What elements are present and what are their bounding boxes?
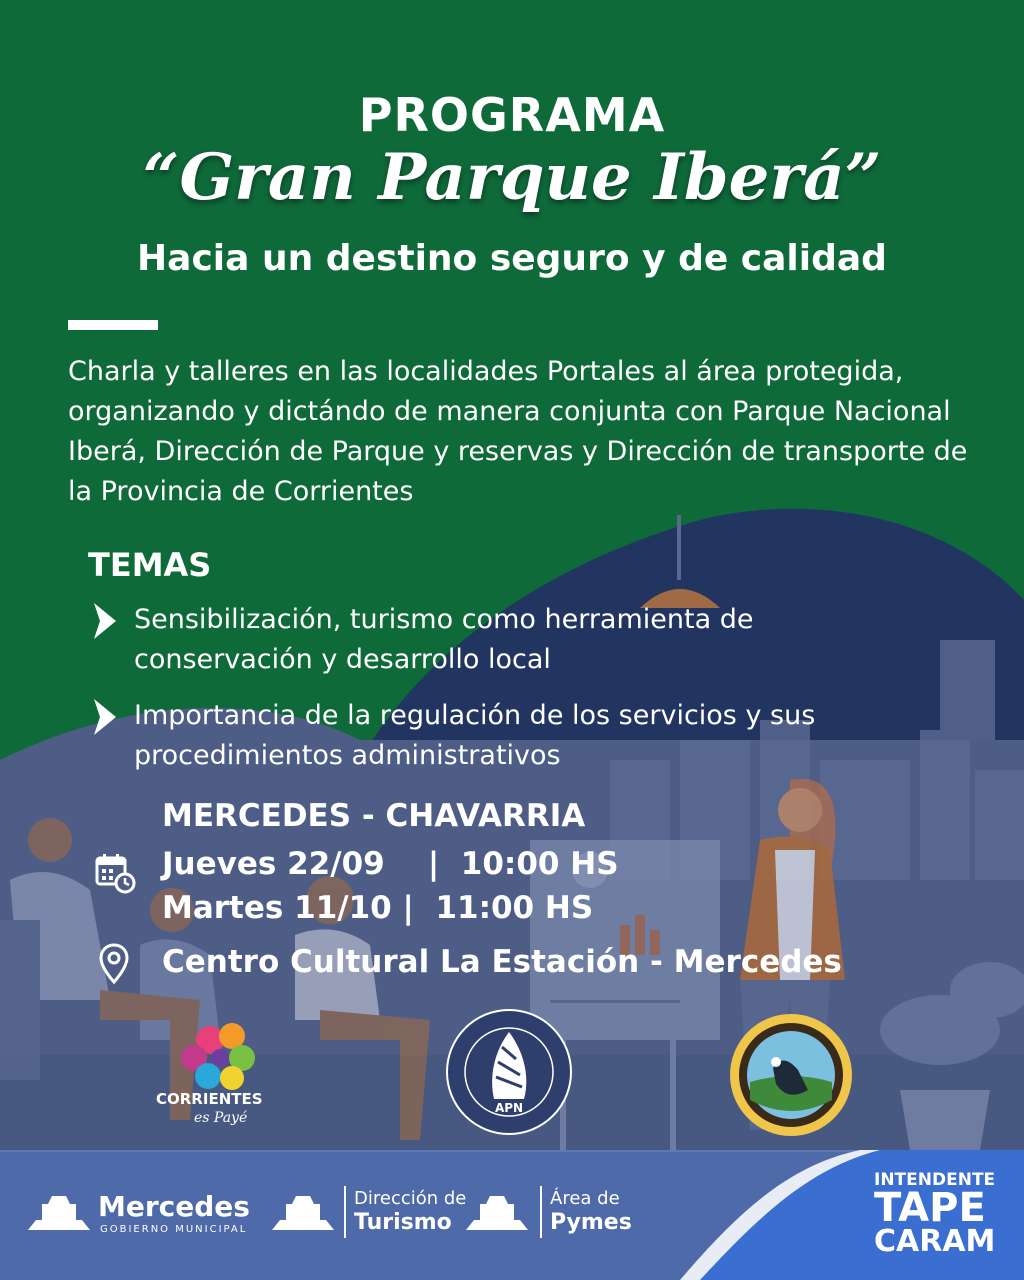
mercedes-name: Mercedes xyxy=(98,1190,250,1223)
chevron-right-icon xyxy=(90,697,120,737)
apn-logo xyxy=(444,1007,574,1137)
corrientes-name: CORRIENTES xyxy=(156,1090,263,1108)
turismo-line1: Dirección de xyxy=(354,1188,467,1209)
event-date-2: Martes 11/10 | 11:00 HS xyxy=(162,890,594,926)
program-subtitle: Hacia un destino seguro y de calidad xyxy=(137,238,887,279)
corrientes-tagline: es Payé xyxy=(194,1110,248,1126)
tema-line: Sensibilización, turismo como herramienta de xyxy=(134,604,754,635)
pymes-line2: Pymes xyxy=(550,1210,632,1235)
tema-item xyxy=(134,696,894,776)
footer-divider xyxy=(344,1186,346,1238)
intendente-name-2: CARAM xyxy=(874,1224,996,1259)
temas-heading: TEMAS xyxy=(88,546,212,584)
chevron-right-icon xyxy=(90,601,120,641)
location-pin-icon xyxy=(98,942,130,986)
turismo-building-icon xyxy=(268,1190,338,1236)
tema-item xyxy=(134,600,894,680)
corrientes-flower-icon xyxy=(150,1010,290,1100)
ibera-emblem xyxy=(728,1012,854,1138)
footer xyxy=(0,1150,1024,1280)
apn-tree-emblem xyxy=(444,1007,574,1137)
intendente-label: INTENDENTE xyxy=(874,1170,996,1190)
description: Charla y talleres en las localidades Portales al área protegida, organizando y dictándo de manera conjunta con Parque Nacional Iberá, Dirección de Parque y reservas y Dirección de transporte de la Provincia de Corrientes xyxy=(68,356,968,507)
intendente-name-1: TAPE xyxy=(874,1185,986,1231)
tema-line: conservación y desarrollo local xyxy=(134,644,551,675)
turismo-line2: Turismo xyxy=(354,1210,452,1235)
tema-line: procedimientos administrativos xyxy=(134,740,561,771)
event-date-1: Jueves 22/09 | 10:00 HS xyxy=(162,846,619,882)
corrientes-logo xyxy=(150,1010,290,1150)
footer-divider xyxy=(540,1186,542,1238)
program-name: “Gran Parque Iberá” xyxy=(142,140,882,215)
calendar-icon xyxy=(94,852,136,894)
apn-short: APN xyxy=(494,1101,524,1115)
parque-nacional-ibera-logo xyxy=(728,1012,854,1138)
mercedes-building-icon xyxy=(24,1190,94,1236)
tema-line: Importancia de la regulación de los servicios y sus xyxy=(134,700,816,731)
event-venue: Centro Cultural La Estación - Mercedes xyxy=(162,944,842,980)
event-locations: MERCEDES - CHAVARRIA xyxy=(162,798,586,834)
pymes-line1: Área de xyxy=(550,1188,620,1209)
mercedes-sub: GOBIERNO MUNICIPAL xyxy=(100,1224,248,1235)
pymes-building-icon xyxy=(462,1190,532,1236)
divider xyxy=(68,320,158,330)
program-label: PROGRAMA xyxy=(358,88,666,142)
